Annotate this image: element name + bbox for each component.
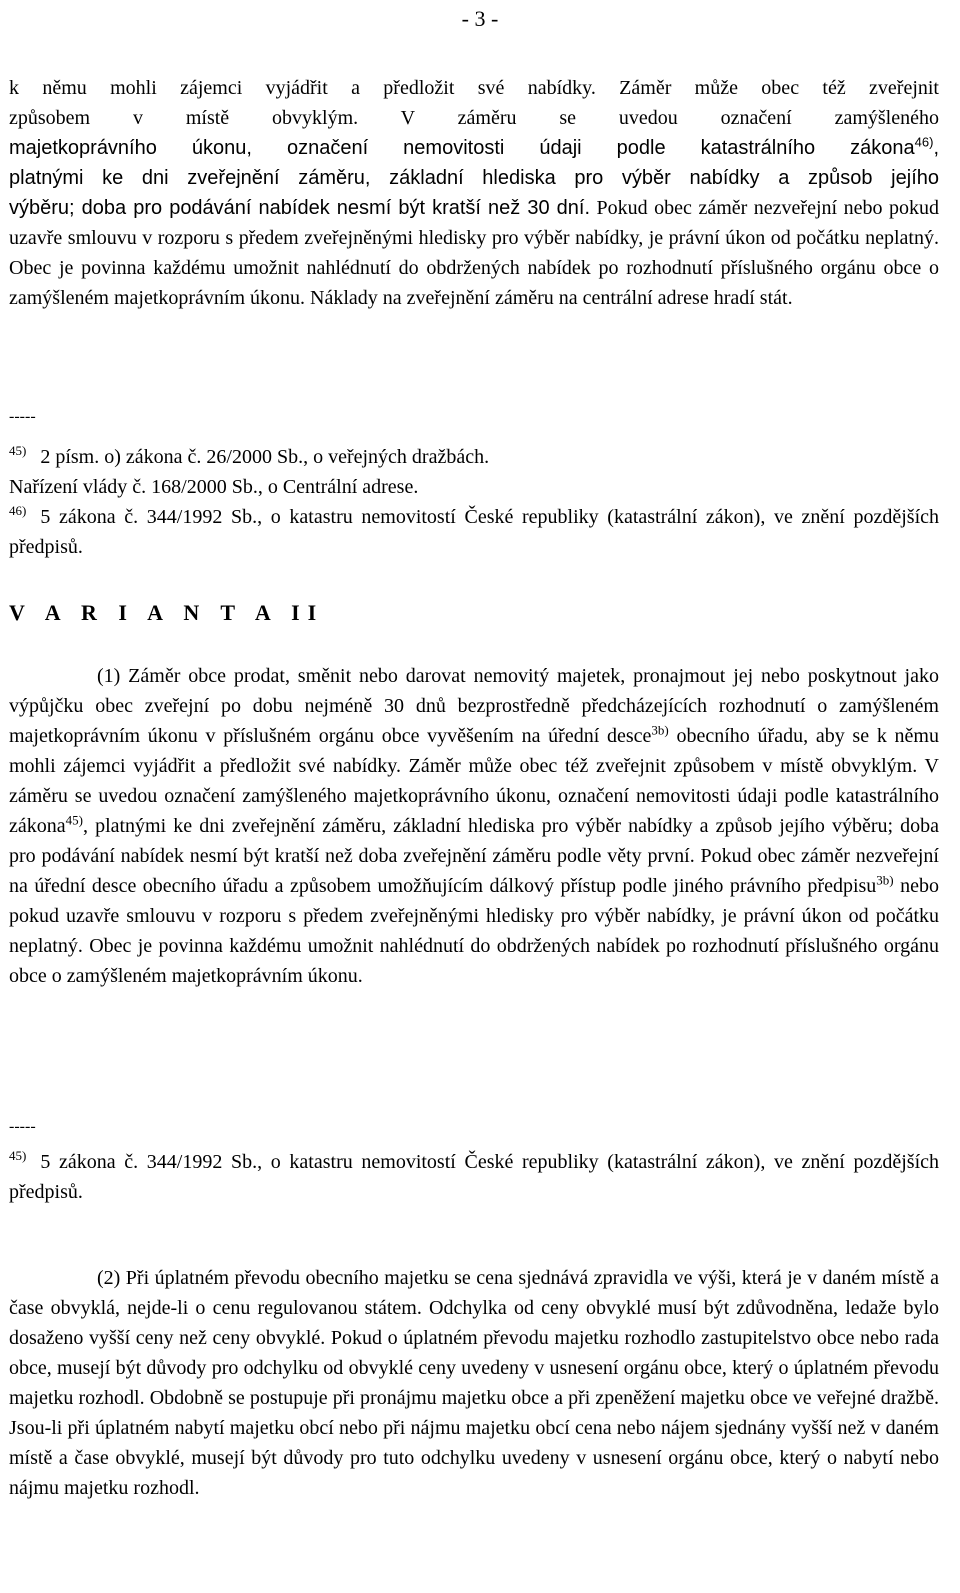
text-span: (1) Záměr obce prodat, směnit nebo darovat nemovitý majetek, pronajmout jej nebo poskytnout jako výpůjčku obec zveřejní po dobu nejméně 30 dnů bezprostředně předcházejících rozhodnutí o zamýšleném majetkoprávním úkonu v příslušném orgánu obce vyvěšením na úřední desce bbox=[9, 665, 939, 747]
text-line: způsobem v místě obvyklým. V záměru se uvedou označení zamýšleného bbox=[9, 107, 939, 129]
text-span: Pokud obec záměr nezveřejní nebo pokud uzavře smlouvu v rozporu s předem zveřejněnými hledisky pro výběr nabídky, je právní úkon od počátku neplatný. Obec je povinna každému umožnit nahlédnutí do obdržených nabídek po rozhodnutí příslušného orgánu obce o zamýšleném majetkoprávním úkonu. Náklady na zveřejnění záměru na centrální adrese hradí stát. bbox=[9, 197, 939, 309]
footnote-separator: ----- bbox=[9, 1118, 36, 1135]
footnote-ref: 3b) bbox=[876, 872, 894, 888]
footnote-ref: 3b) bbox=[651, 722, 669, 738]
footnote: Nařízení vlády č. 168/2000 Sb., o Centrální adrese. bbox=[9, 476, 419, 498]
text-span: majetkoprávního úkonu, označení nemovitosti údaji podle katastrálního zákona bbox=[9, 137, 915, 159]
text-line: k němu mohli zájemci vyjádřit a předložit své nabídky. Záměr může obec též zveřejnit bbox=[9, 77, 939, 99]
text-tail bbox=[9, 193, 939, 313]
footnote bbox=[9, 502, 939, 562]
footnotes-mid bbox=[9, 1147, 939, 1207]
variant-heading: V A R I A N T A II bbox=[9, 600, 325, 625]
footnote-marker: 46) bbox=[9, 503, 27, 519]
footnote-text: 5 zákona č. 344/1992 Sb., o katastru nemovitostí České republiky (katastrální zákon), ve znění pozdějších předpisů. bbox=[9, 1151, 939, 1203]
text-line: platnými ke dni zveřejnění záměru, základní hlediska pro výběr nabídky a způsob jejího bbox=[9, 167, 939, 189]
footnote-ref: 46) bbox=[914, 134, 934, 150]
text-span: obecního úřadu, aby se k němu mohli zájemci vyjádřit a předložit své nabídky. Záměr může obec též zveřejnit způsobem v místě obvyklým. V záměru se uvedou označení zamýšleného majetkoprávního úkonu, označení nemovitosti údaji podle katastrálního zákona bbox=[9, 725, 939, 837]
footnote-marker: 45) bbox=[9, 443, 27, 459]
footnotes-top bbox=[9, 442, 939, 562]
paragraph-1 bbox=[9, 661, 939, 991]
paragraph-continuation bbox=[9, 73, 939, 313]
paragraph-2: (2) Při úplatném převodu obecního majetku se cena sjednává zpravidla ve výši, která je v daném místě a čase obvyklá, nejde-li o cenu regulovanou státem. Odchylka od ceny obvyklé musí být zdůvodněna, ledaže bylo dosaženo vyšší ceny než ceny obvyklé. Pokud o úplatném převodu majetku rozhodlo zastupitelstvo obce nebo rada obce, musejí být důvody pro odchylku od obvyklé ceny uvedeny v usnesení orgánu obce, který o úplatném převodu majetku rozhodl. Obdobně se postupuje při pronájmu majetku obce a při zpeněžení majetku obce ve veřejné dražbě. Jsou-li při úplatném nabytí majetku obcí nebo při nájmu majetku obcí cena nebo nájem sjednány vyšší než v daném místě a čase obvyklé, musejí být důvody pro tuto odchylku uvedeny v usnesení orgánu obce, který o nabytí nebo nájmu majetku rozhodl. bbox=[9, 1267, 939, 1499]
footnote-text: 2 písm. o) zákona č. 26/2000 Sb., o veřejných dražbách. bbox=[40, 446, 490, 468]
footnote-text: 5 zákona č. 344/1992 Sb., o katastru nemovitostí České republiky (katastrální zákon), ve znění pozdějších předpisů. bbox=[9, 506, 939, 558]
footnote-separator: ----- bbox=[9, 408, 36, 425]
text-span: výběru; doba pro podávání nabídek nesmí být kratší než 30 dní. bbox=[9, 197, 591, 219]
footnote-marker: 45) bbox=[9, 1148, 27, 1164]
page-number: - 3 - bbox=[461, 6, 499, 31]
text-span: , platnými ke dni zveřejnění záměru, základní hlediska pro výběr nabídky a způsob jejího výběru; doba pro podávání nabídek nesmí být kratší než doba zveřejnění záměru podle věty první. Pokud obec záměr nezveřejní na úřední desce obecního úřadu a způsobem umožňujícím dálkový přístup podle jiného právního předpisu bbox=[9, 815, 939, 897]
text-span: nebo pokud uzavře smlouvu v rozporu s předem zveřejněnými hledisky pro výběr nabídky, je právní úkon od počátku neplatný. Obec je povinna každému umožnit nahlédnutí do obdržených nabídek po rozhodnutí příslušného orgánu obce o zamýšleném majetkoprávním úkonu. bbox=[9, 875, 939, 987]
footnote bbox=[9, 442, 939, 472]
text-line bbox=[9, 133, 939, 163]
footnote-ref: 45) bbox=[65, 812, 83, 828]
text-span: , bbox=[933, 137, 939, 159]
